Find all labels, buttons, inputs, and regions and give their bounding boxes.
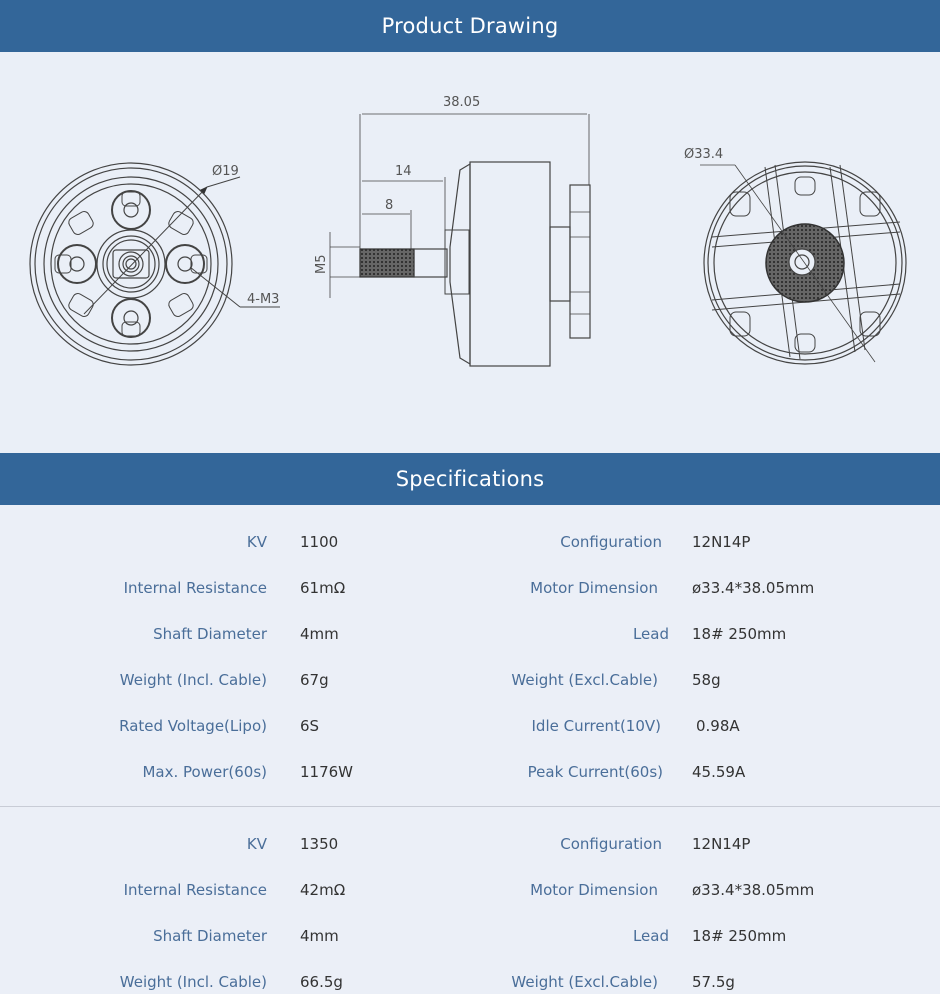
- spec-label: Motor Dimension: [530, 881, 658, 899]
- product-drawing: [0, 52, 940, 453]
- spec-value: 58g: [692, 671, 721, 689]
- spec-label: Configuration: [560, 835, 662, 853]
- spec-value: 57.5g: [692, 973, 735, 991]
- spec-row: [0, 622, 940, 646]
- spec-row: [0, 668, 940, 692]
- spec-row: [0, 760, 940, 784]
- spec-label: Weight (Incl. Cable): [119, 973, 267, 991]
- spec-label: Max. Power(60s): [142, 763, 267, 781]
- spec-row: [0, 832, 940, 856]
- front-view: [30, 163, 280, 365]
- thread-label: M5: [314, 254, 329, 274]
- spec-label: Idle Current(10V): [531, 717, 661, 735]
- rear-diameter-label: Ø33.4: [684, 147, 724, 162]
- spec-row: [0, 530, 940, 554]
- spec-row: [0, 878, 940, 902]
- spec-label: KV: [246, 533, 267, 551]
- spec-value: ø33.4*38.05mm: [692, 579, 815, 597]
- spec-value: 4mm: [300, 927, 339, 945]
- thread-length-label: 8: [385, 198, 394, 213]
- spec-label: Motor Dimension: [530, 579, 658, 597]
- spec-label: Lead: [632, 625, 669, 643]
- spec-label: Weight (Incl. Cable): [119, 671, 267, 689]
- spec-label: Internal Resistance: [123, 579, 267, 597]
- overall-length-label: 38.05: [443, 95, 481, 110]
- front-holes-label: 4-M3: [247, 292, 280, 307]
- spec-row: [0, 576, 940, 600]
- spec-value: 12N14P: [692, 533, 751, 551]
- spec-label: Shaft Diameter: [153, 625, 267, 643]
- shaft-length-label: 14: [395, 164, 412, 179]
- spec-label: Configuration: [560, 533, 662, 551]
- spec-value: 66.5g: [300, 973, 343, 991]
- spec-value: 18# 250mm: [692, 927, 787, 945]
- spec-label: Weight (Excl.Cable): [511, 671, 658, 689]
- spec-value: ø33.4*38.05mm: [692, 881, 815, 899]
- rear-view: [700, 162, 906, 364]
- spec-value: 0.98A: [696, 717, 740, 735]
- spec-label: Rated Voltage(Lipo): [119, 717, 267, 735]
- spec-row: [0, 924, 940, 948]
- spec-label: Weight (Excl.Cable): [511, 973, 658, 991]
- spec-row: [0, 714, 940, 738]
- spec-value: 42mΩ: [300, 881, 346, 899]
- spec-value: 4mm: [300, 625, 339, 643]
- spec-label: Lead: [632, 927, 669, 945]
- front-diameter-label: Ø19: [212, 164, 239, 179]
- side-view: [330, 114, 590, 366]
- spec-value: 18# 250mm: [692, 625, 787, 643]
- spec-value: 1176W: [300, 763, 354, 781]
- group-divider: [0, 806, 940, 807]
- spec-value: 12N14P: [692, 835, 751, 853]
- spec-value: 67g: [300, 671, 329, 689]
- specifications-header: [0, 453, 940, 505]
- technical-drawing-image: [0, 52, 940, 453]
- spec-label: Shaft Diameter: [153, 927, 267, 945]
- spec-value: 61mΩ: [300, 579, 346, 597]
- spec-label: KV: [246, 835, 267, 853]
- spec-value: 1100: [300, 533, 339, 551]
- spec-label: Peak Current(60s): [527, 763, 663, 781]
- spec-value: 1350: [300, 835, 339, 853]
- spec-label: Internal Resistance: [123, 881, 267, 899]
- product-drawing-header: [0, 0, 940, 52]
- section-title: Specifications: [395, 467, 545, 491]
- spec-row: [0, 970, 940, 994]
- spec-value: 6S: [300, 717, 320, 735]
- spec-value: 45.59A: [692, 763, 746, 781]
- section-title: Product Drawing: [381, 14, 559, 38]
